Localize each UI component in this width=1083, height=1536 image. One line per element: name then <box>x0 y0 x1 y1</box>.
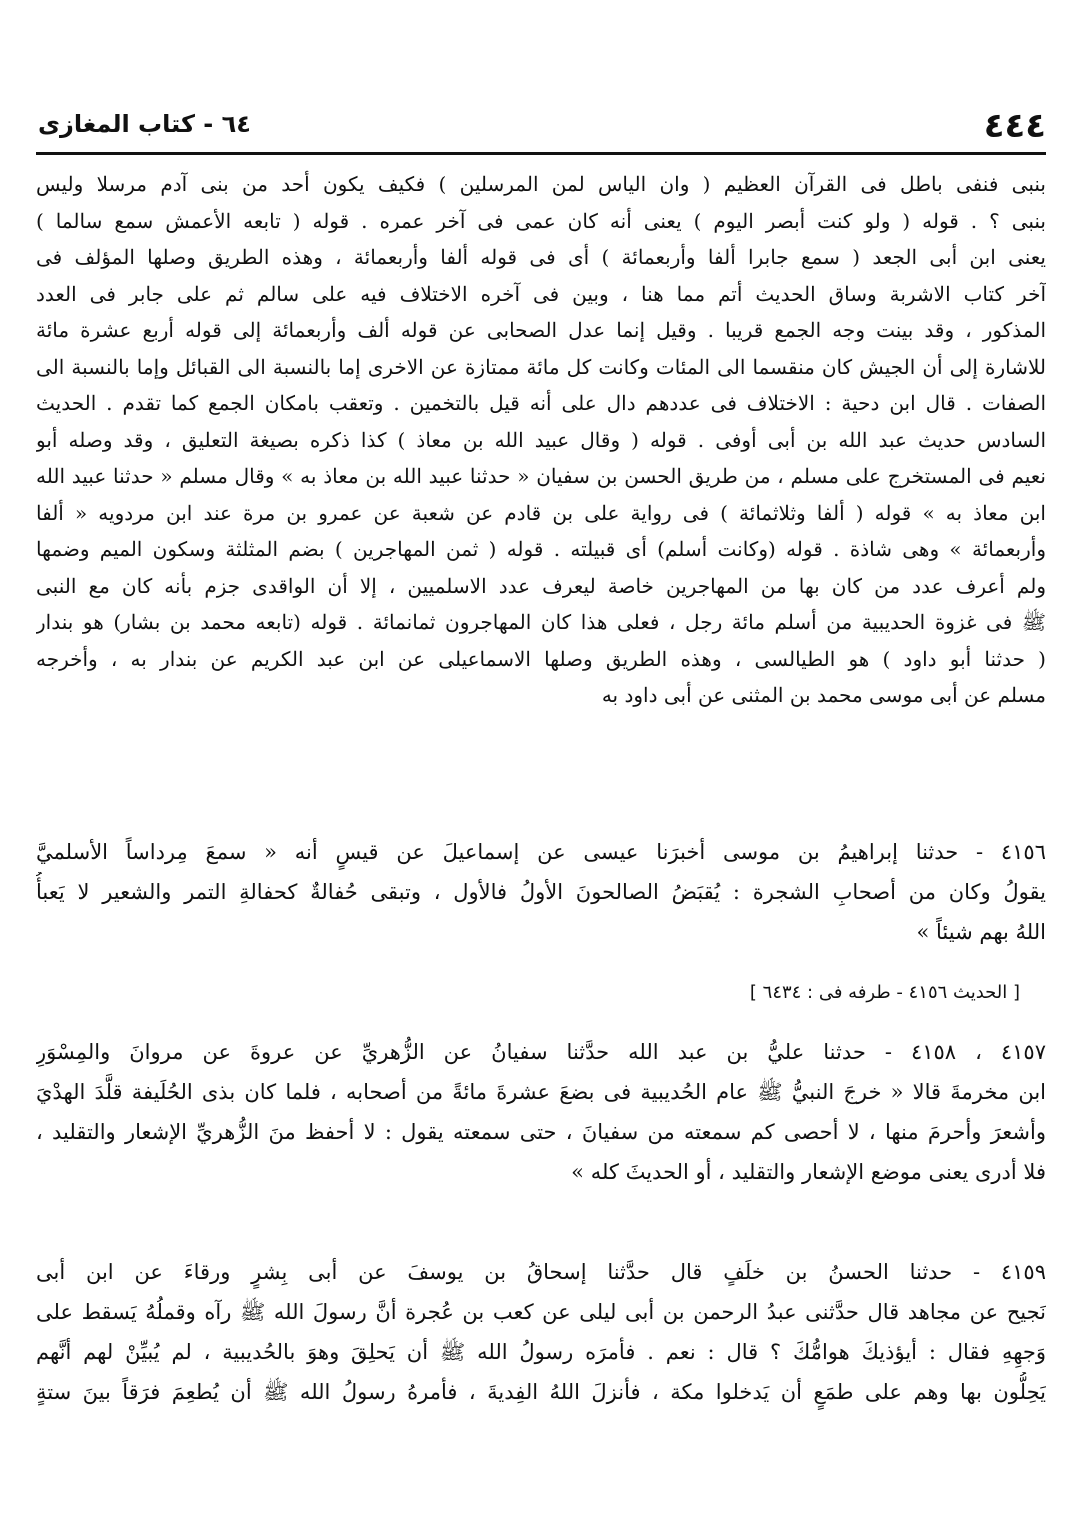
hadith-line: ابن مخرمةَ قالا « خرجَ النبيُّ ﷺ عام الحُديبية فى بضعَ عشرةَ مائةً من أصحابه ، فلما كان بذى الحُلَيفة قلَّدَ الهدْيَ <box>36 1080 1046 1104</box>
commentary-line: الصفات . قال ابن دحية : الاختلاف فى عددهم دال على أنه قيل بالتخمين . وتعقب بامكان الجمع كما تقدم . الحديث <box>36 391 1046 415</box>
commentary-line: ولم أعرف عدد من كان بها من المهاجرين خاصة ليعرف عدد الاسلميين ، إلا أن الواقدى جزم بأنه كان مع النبى <box>36 573 1046 598</box>
commentary-line: ( حدثنا أبو داود ) هو الطيالسى ، وهذه الطريق وصلها الاسماعيلى عن ابن عبد الكريم عن بندار به ، وأخرجه <box>36 646 1046 671</box>
hadith-line: فلا أدرى يعنى موضع الإشعار والتقليد ، أو الحديثَ كله » <box>571 1160 1046 1184</box>
hadith-line: ٤١٥٩ - حدثنا الحسنُ بن خلَفٍ قال حدَّثنا إسحاقُ بن يوسفَ عن أبى بِشرٍ ورقاءَ عن ابن أبى <box>36 1260 1046 1284</box>
commentary-line: بنبى ؟ . قوله ( ولو كنت أبصر اليوم ) يعنى أنه كان عمى فى آخر عمره . قوله ( تابعه الأعمش سمع سالما ) <box>36 208 1046 233</box>
commentary-line: ابن معاذ به » قوله ( ألفا وثلاثمائة ) فى رواية على بن قادم عن شعبة عن عمرو بن مرة عند ابن مردويه « ألفا <box>36 500 1046 525</box>
commentary-line: وأربعمائة » وهى شاذة . قوله (وكانت أسلم) أى قبيلته . قوله ( ثمن المهاجرين ) بضم المثلثة وسكون الميم وضمها <box>36 537 1046 561</box>
commentary-line: آخر كتاب الاشربة وساق الحديث أتم مما هنا ، وبين فى آخره الاختلاف فيه على سالم ثم على جابر فى العدد <box>36 281 1046 306</box>
hadith-4156 <box>36 832 1046 952</box>
commentary-line: للاشارة إلى أن الجيش كان منقسما الى المئات وكانت كل مائة ممتازة عن الاخرى إما بالنسبة الى القبائل وإما بالنسبة الى <box>36 354 1046 379</box>
reference-note-text: [ الحديث ٤١٥٦ - طرفه فى : ٦٤٣٤ ] <box>749 982 1020 1003</box>
hadith-reference-note <box>36 978 1046 1008</box>
hadith-line: وأشعرَ وأحرمَ منها ، لا أحصى كم سمعته من سفيانَ ، حتى سمعته يقول : لا أحفظ منَ الزُّهريِّ الإشعار والتقليد ، <box>36 1120 1046 1144</box>
commentary-line: يعنى ابن أبى الجعد ( سمع جابرا ألفا وأربعمائة ) أى فى قوله ألفا وأربعمائة ، وهذه الطريق وصلها المؤلف فى <box>36 245 1046 269</box>
commentary-line: المذكور ، وقد بينت وجه الجمع قريبا . وقيل إنما عدل الصحابى عن قوله ألف وأربعمائة إلى قوله أربع عشرة مائة <box>36 318 1046 342</box>
hadith-line: ٤١٥٧ ، ٤١٥٨ - حدثنا عليُّ بن عبد الله حدَّثنا سفيانُ عن الزُّهريِّ عن عروةَ عن مروانَ والمِسْوَرِ <box>36 1040 1046 1064</box>
hadith-4157-4158 <box>36 1032 1046 1192</box>
hadith-line: نَجيح عن مجاهد قال حدَّثنى عبدُ الرحمن بن أبى ليلى عن كعب بن عُجرة أنَّ رسولَ الله ﷺ رآه وقملُهُ يَسقط على <box>36 1300 1046 1324</box>
hadith-line: يقولُ وكان من أصحابِ الشجرة : يُقبَضُ الصالحونَ الأولُ فالأول ، وتبقى حُفالةٌ كحفالةِ التمر والشعير لا يَعبأُ <box>36 880 1046 904</box>
commentary-line: ﷺ فى غزوة الحديبية من أسلم مائة رجل ، فعلى هذا كان المهاجرون ثمانمائة . قوله (تابعه محمد بن بشار) هو بندار <box>36 610 1046 634</box>
commentary-line: السادس حديث عبد الله بن أبى أوفى . قوله ( وقال عبيد الله بن معاذ ) كذا ذكره بصيغة التعليق ، وقد وصله أبو <box>36 427 1046 452</box>
hadith-line: ٤١٥٦ - حدثنا إبراهيمُ بن موسى أخبرَنا عيسى عن إسماعيلَ عن قيسٍ أنه « سمعَ مِرداساً الأسلميَّ <box>36 840 1046 864</box>
hadith-line: اللهُ بهم شيئاً » <box>916 920 1046 944</box>
page-header <box>36 100 1046 155</box>
commentary-line: نعيم فى المستخرج على مسلم ، من طريق الحسن بن سفيان « حدثنا عبيد الله بن معاذ به » وقال مسلم « حدثنا عبيد الله <box>36 464 1046 488</box>
commentary-section <box>36 166 1046 714</box>
hadith-line: يَحِلُّون بها وهم على طمَعٍ أن يَدخلوا مكة ، فأنزلَ اللهُ الفِديةَ ، فأمرهُ رسولُ الله ﷺ أن يُطعِمَ فرَقاً بينَ ستةٍ <box>36 1380 1046 1404</box>
hadith-4159 <box>36 1252 1046 1412</box>
page-number: ٤٤٤ <box>983 106 1046 146</box>
commentary-line: مسلم عن أبى موسى محمد بن المثنى عن أبى داود به <box>601 683 1046 707</box>
commentary-line: بنبى فنفى باطل فى القرآن العظيم ( وان الياس لمن المرسلين ) فكيف يكون أحد من بنى آدم مرسلا وليس <box>36 172 1046 196</box>
running-head: ٦٤ - كتاب المغازى <box>38 110 251 138</box>
hadith-line: وَجهِهِ فقال : أيؤذيكَ هوامُّكَ ؟ قال : نعم . فأمرَه رسولُ الله ﷺ أن يَحلِقَ وهوَ بالحُديبية ، لم يُبيِّنْ لهم أنَّهم <box>36 1340 1046 1364</box>
